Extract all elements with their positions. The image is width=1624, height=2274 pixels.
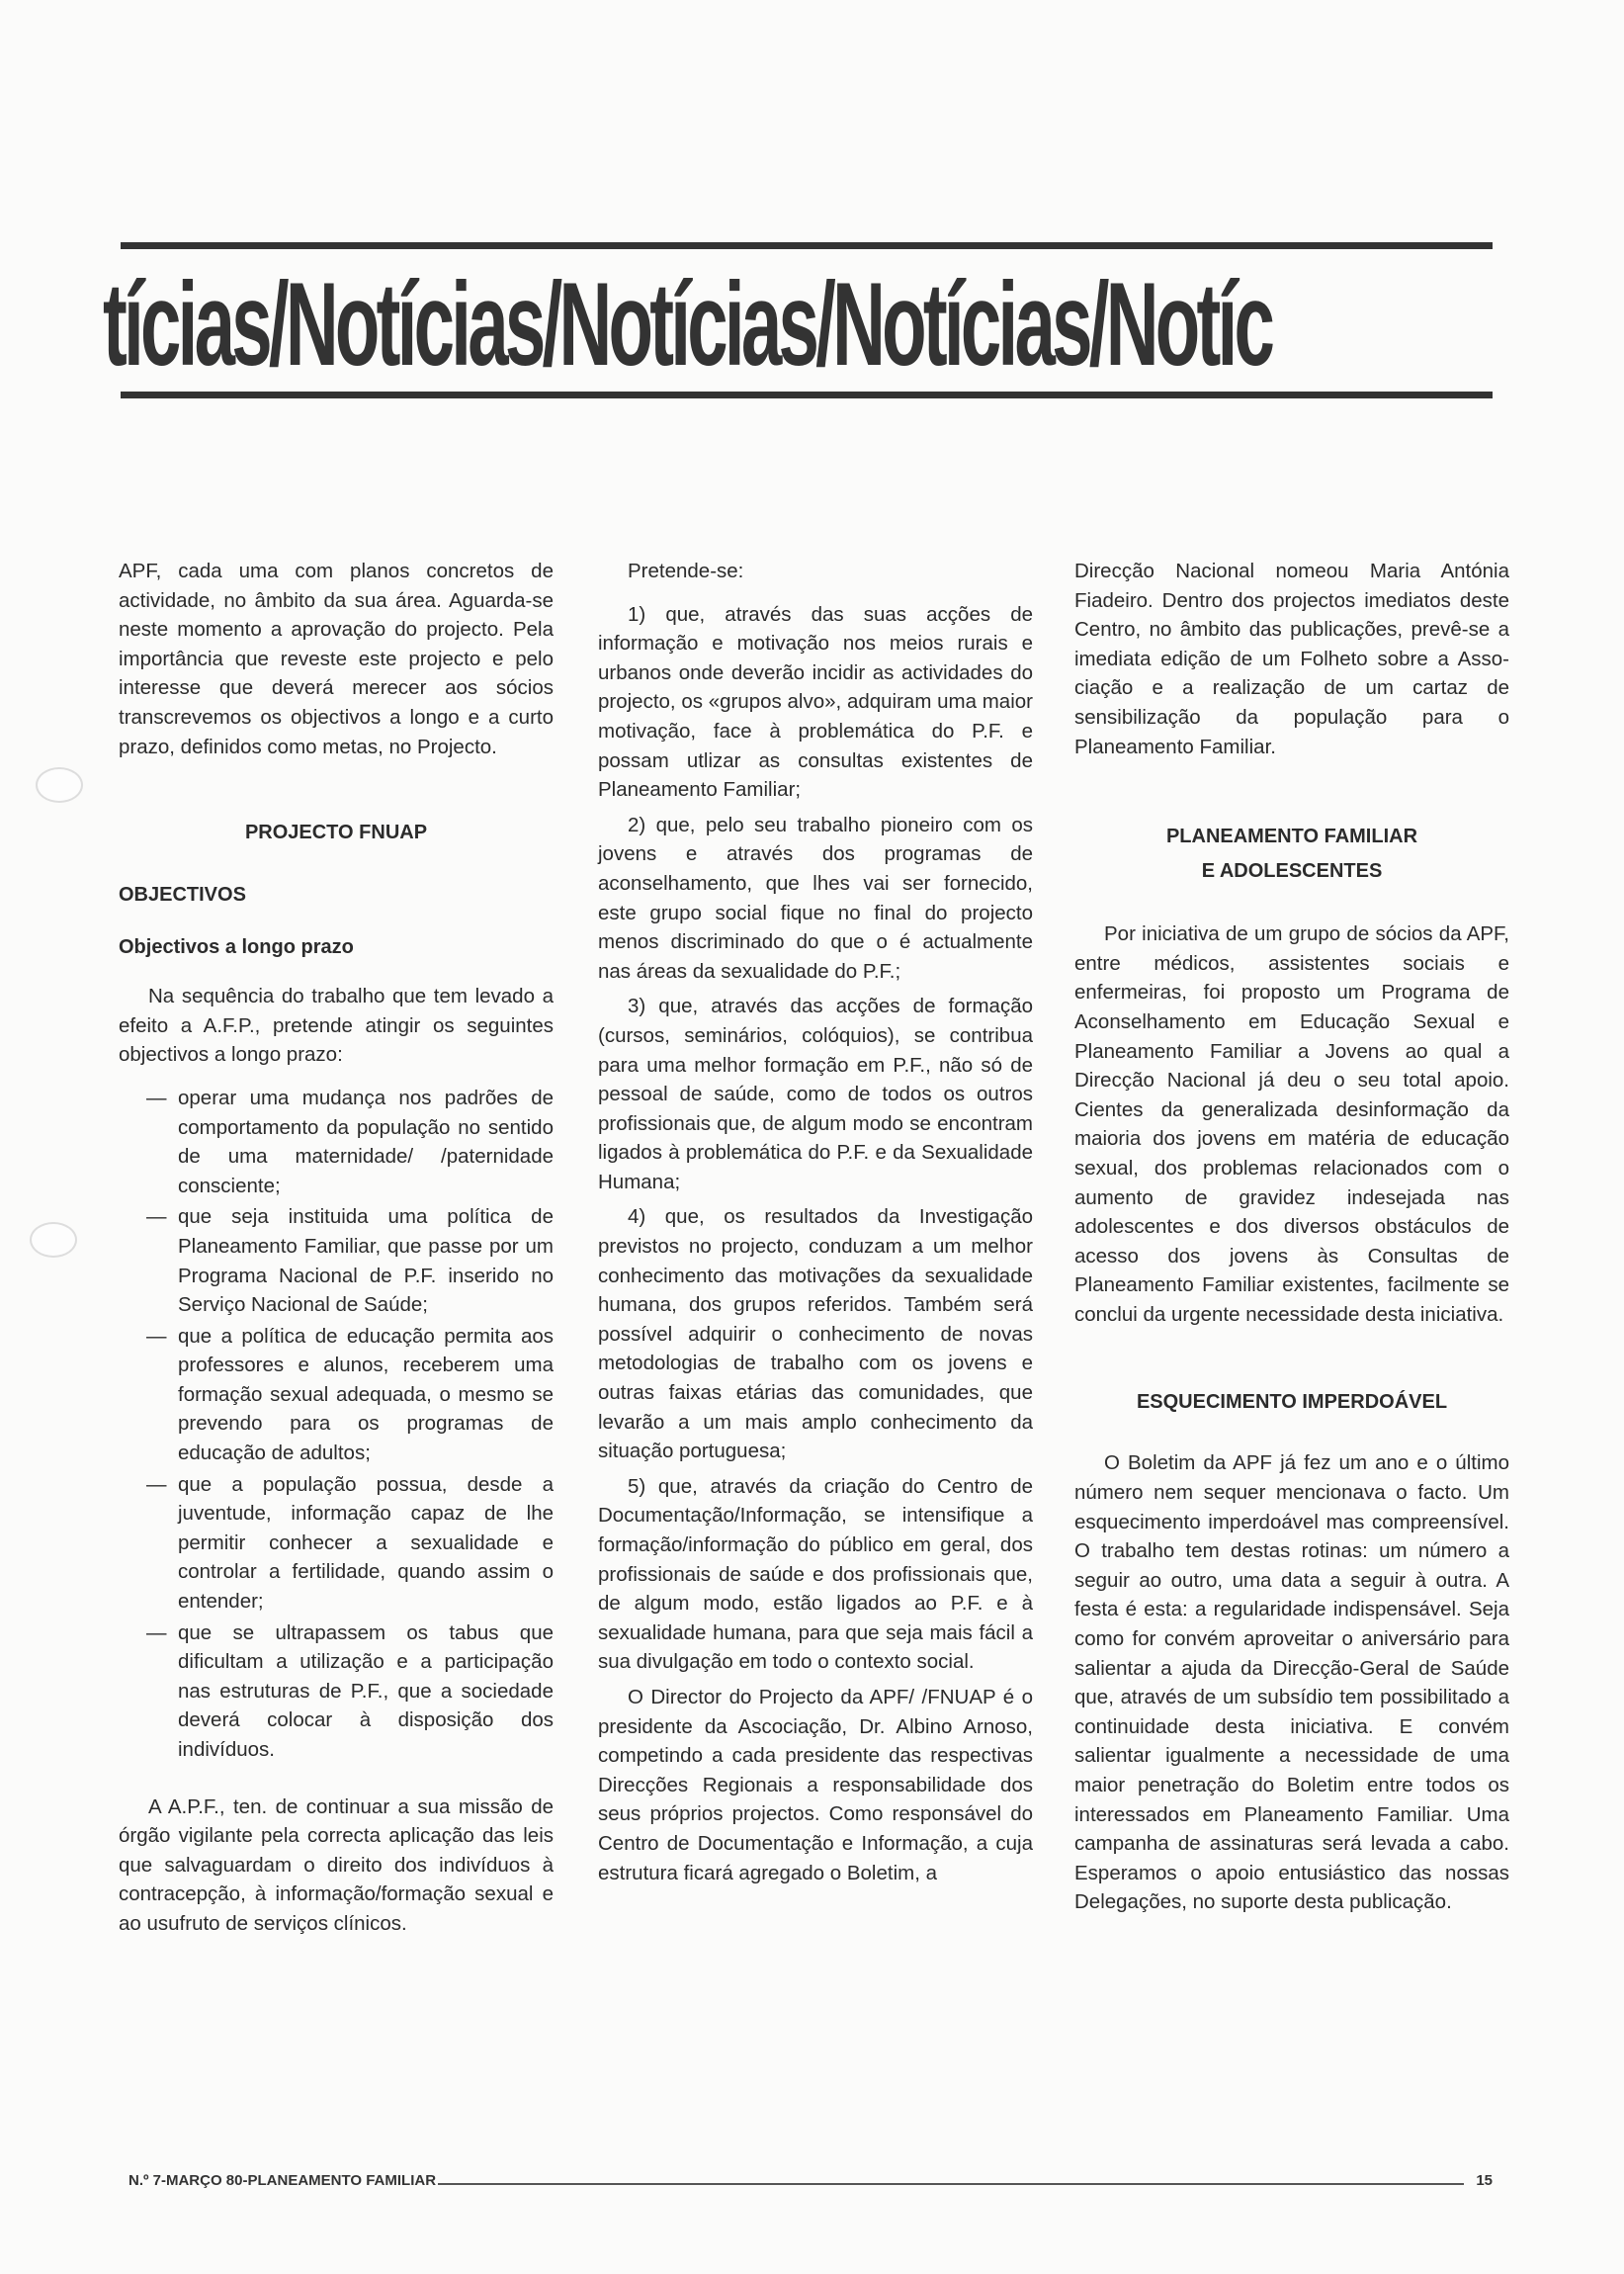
column-left [119,557,554,1945]
continuation-paragraph: Direcção Nacional nomeou Maria Antónia Fiadeiro. Dentro dos projectos imediatos deste Centro, no âmbito das publicações, prevê-se a imediata edição de um Folheto sobre a Associação e a realização de um cartaz de sensibilização da população para o Planeamento Familiar. [1074,560,1509,758]
banner-rule-bottom [121,392,1493,398]
objectives-lead: Na sequência do trabalho que tem levado a efeito a A.F.P., pretende atingir os seguintes objectivos a longo prazo: [119,985,554,1067]
heading-planeamento-adolescentes-1: PLANEAMENTO FAMILIAR [1165,826,1418,848]
objective-item: — operar uma mudança nos padrões de comportamento da população no sentido de uma maternidade/ /paternidade consciente; [119,1084,554,1200]
banner-text: tícias/Notícias/Notícias/Notícias/Notíc [103,265,1272,384]
heading-esquecimento-imperdoavel: ESQUECIMENTO IMPERDOÁVEL [1136,1391,1448,1414]
forgetting-paragraph: O Boletim da APF já fez um ano e o último número nem sequer mencionava o facto. Um esquecimento imperdoável mas compreensível. O trabalho tem destas rotinas: um número a seguir ao outro, uma data a seguir à outra. A festa é esta: a regularidade indispensável. Seja como for convém aproveitar o aniversário para salientar a ajuda da Direcção-Geral de Saúde que, através de um subsídio tem possibilitado a continuidade desta iniciativa. E convém salientar igualmente a necessidade de uma maior penetração do Boletim entre todos os interessados em Planeamento Familiar. Uma campanha de assinaturas será levada a cabo. Esperamos o apoio entusiástico das nossas Delegações, no suporte desta publicação. [1074,1451,1509,1914]
column-middle [598,557,1033,1893]
goal-item: 3) que, através das acções de formação (cursos, seminários, colóquios), se contribua para uma melhor formação em P.F., não só de pessoal de saúde, como de todos os outros profissionais que, de algum modo se encontram ligados à problemática do P.F. e da Sexualidade Humana; [598,995,1033,1193]
goal-item: 1) que, através das suas acções de informação e motivação nos meios rurais e urbanos onde deverão incidir as actividades do projecto, os «grupos alvo», adquiram uma maior motivação, face à problemática do P.F. e possam utlizar as consultas existentes de Planeamento Familiar; [598,602,1033,802]
heading-projecto-fnuap: PROJECTO FNUAP [244,822,428,844]
closing-paragraph: A A.P.F., ten. de continuar a sua missão de órgão vigilante pela correcta aplicação das leis que salvaguardam o direito dos indivíduos à contracepção, à informação/formação sexual e ao usufruto de serviços clínicos. [119,1794,554,1935]
goals-lead: Pretende-se: [628,560,744,582]
objective-item: — que a população possua, desde a juventude, informação capaz de lhe permitir conhecer a sexualidade e controlar a fertilidade, quando assim o entender; [119,1470,554,1617]
subheading-long-term: Objectivos a longo prazo [119,936,354,959]
heading-objectivos: OBJECTIVOS [119,884,246,907]
goal-item: 5) que, através da criação do Centro de Documentação/Informação, se intensifique a formação/informação do público em geral, dos profissionais de saúde e dos profissionais que, de algum modo, estão ligados ao P.F. e à sexualidade humana, para que seja mais fácil a sua divulgação em todo o contexto social. [598,1474,1033,1674]
objective-item: — que se ultrapassem os tabus que dificultam a utilização e a participação nas estruturas de P.F., que a sociedade deverá colocar à disposição dos indivíduos. [119,1618,554,1765]
objective-item: — que a política de educação permita aos professores e alunos, receberem uma formação sexual adequada, o mesmo se prevendo para os programas de educação de adultos; [119,1322,554,1468]
intro-paragraph: APF, cada uma com planos concretos de actividade, no âmbito da sua área. Aguarda-se neste momento a aprovação do projecto. Pela importância que reveste este projecto e pelo interesse que deverá merecer aos sócios transcrevemos os objectivos a longo e a curto prazo, definidos como metas, no Projecto. [119,560,554,758]
issue-label: N.º 7-MARÇO 80-PLANEAMENTO FAMILIAR [128,2172,437,2189]
binder-hole-bottom [30,1222,77,1258]
page-footer [128,2172,1493,2189]
goal-item: 2) que, pelo seu trabalho pioneiro com os jovens e através dos programas de aconselhamento, que lhes vai ser fornecido, este grupo social fique no final do projecto menos discriminado do que o é actualmente nas áreas da sexualidade do P.F.; [598,813,1033,983]
heading-planeamento-adolescentes-2: E ADOLESCENTES [1201,860,1383,883]
adolescents-paragraph: Por iniciativa de um grupo de sócios da APF, entre médicos, assistentes sociais e enfermeiras, foi proposto um Programa de Aconselhamento em Educação Sexual e Planeamento Familiar a Jovens ao qual a Direcção Nacional já deu o seu total apoio. Cientes da generalizada desinformação da maioria dos jovens em matéria de educação sexual, dos problemas relacionados com o aumento de gravidez indesejada nas adolescentes e dos diversos obstáculos de acesso dos jovens às Consultas de Planeamento Familiar existentes, facilmente se conclui da urgente necessidade desta iniciativa. [1074,922,1509,1326]
objective-item: — que seja instituida uma política de Planeamento Familiar, que passe por um Programa Nacional de P.F. inserido no Serviço Nacional de Saúde; [119,1202,554,1319]
page-number: 15 [1476,2172,1493,2189]
goal-item: 4) que, os resultados da Investigação previstos no projecto, conduzam a um melhor conhecimento das motivações da sexualidade humana, dos grupos referidos. Também será possível adquirir o conhecimento de novas metodologias de trabalho com os jovens e outras faixas etárias das comunidades, que levarão a um mais amplo conhecimento da situação portuguesa; [598,1205,1033,1463]
column-right [1074,557,1509,1923]
section-banner [103,265,1506,384]
banner-rule-top [121,242,1493,249]
binder-hole-top [36,767,83,803]
director-paragraph: O Director do Projecto da APF/ /FNUAP é o presidente da Ascociação, Dr. Albino Arnoso, competindo a cada presidente das respectivas Direcções Regionais a responsabilidade dos seus próprios projectos. Como responsável do Centro de Documentação e Informação, a cuja estrutura ficará agregado o Boletim, a [598,1685,1033,1884]
objectives-list [119,1084,554,1765]
footer-rule [438,2182,1464,2185]
